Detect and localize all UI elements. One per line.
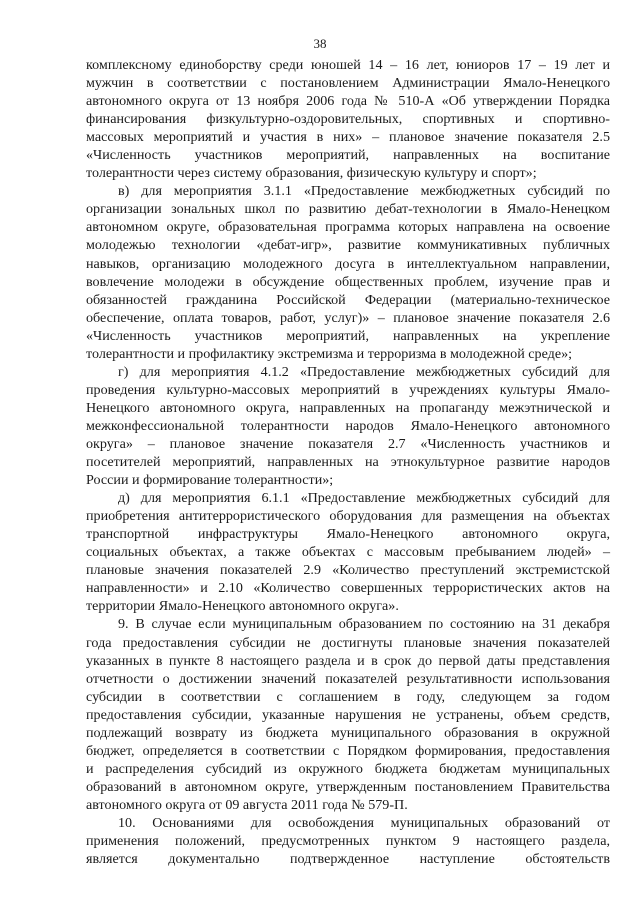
document-body [86, 56, 610, 868]
text-line: межконфессиональной толерантности народов Ямало-Ненецкого автономного [86, 417, 610, 434]
text-line: плановые значения показателей 2.9 «Количество преступлений экстремистской [86, 562, 610, 579]
text-line: субсидии в соответствии с соглашением в году, следующем за годом [86, 688, 610, 705]
text-line: Ненецкого автономного округа, направленных на пропаганду межэтнической и [86, 399, 610, 416]
text-line: приобретения антитеррористического оборудования для размещения на объектах [86, 508, 610, 525]
text-line: молодежью технологии «дебат-игр», развитие коммуникативных публичных [86, 237, 610, 254]
text-line: России и формирование толерантности»; [86, 472, 334, 489]
text-line: мужчин в соответствии с постановлением Администрации Ямало-Ненецкого [86, 75, 610, 92]
text-line: округа» – плановое значение показателя 2.7 «Численность участников и [86, 435, 610, 452]
text-line: финансирования физкультурно-оздоровительных, спортивных и спортивно- [86, 111, 610, 128]
text-line: подлежащий возврату из бюджета муниципального образования в окружной [86, 724, 610, 741]
text-line: организации зональных школ по развитию дебат-технологии в Ямало-Ненецком [86, 201, 610, 218]
text-line: отчетности о достижении значений показателей результативности использования [86, 670, 610, 687]
text-line: толерантности через систему образования, физическую культуру и спорт»; [86, 165, 537, 182]
text-line: «Численность участников мероприятий, направленных на укрепление [86, 327, 610, 344]
text-line: является документально подтвержденное наступление обстоятельств [86, 851, 610, 868]
text-line: года предоставления субсидии не достигнуты плановые значения показателей [86, 634, 610, 651]
text-line: 9. В случае если муниципальным образованием по состоянию на 31 декабря [118, 616, 610, 633]
text-line: обязанностей гражданина Российской Федерации (материально-техническое [86, 291, 610, 308]
page-number: 38 [313, 36, 327, 51]
text-line: предоставления субсидии, указанные нарушения не устранены, объем средств, [86, 706, 610, 723]
text-line: транспортной инфраструктуры Ямало-Ненецкого автономного округа, [86, 526, 610, 543]
text-line: в) для мероприятия 3.1.1 «Предоставление межбюджетных субсидий по [118, 183, 610, 200]
text-line: 10. Основаниями для освобождения муниципальных образований от [118, 814, 610, 831]
text-line: социальных объектах, а также объектах с массовым пребыванием людей» – [86, 544, 610, 561]
text-line: и распределения субсидий из окружного бюджета бюджетам муниципальных [86, 760, 610, 777]
text-line: территории Ямало-Ненецкого автономного округа». [86, 598, 399, 615]
text-line: автономного округа от 09 августа 2011 года № 579-П. [86, 796, 408, 813]
text-line: указанных в пункте 8 настоящего раздела и в срок до первой даты представления [86, 652, 610, 669]
text-line: применения положений, предусмотренных пунктом 9 настоящего раздела, [86, 833, 610, 850]
text-line: бюджет, определяется в соответствии с Порядком формирования, предоставления [86, 742, 610, 759]
text-line: проведения культурно-массовых мероприятий в учреждениях культуры Ямало- [86, 381, 610, 398]
text-line: посетителей мероприятий, направленных на этнокультурное развитие народов [86, 454, 610, 471]
text-line: «Численность участников мероприятий, направленных на воспитание [86, 147, 610, 164]
text-line: г) для мероприятия 4.1.2 «Предоставление межбюджетных субсидий для [118, 363, 610, 380]
text-line: массовых мероприятий и участия в них» – плановое значение показателя 2.5 [86, 129, 610, 146]
text-line: комплексному единоборству среди юношей 14 – 16 лет, юниоров 17 – 19 лет и [86, 57, 610, 73]
text-line: автономного округа от 13 ноября 2006 года № 510-А «Об утверждении Порядка [86, 93, 610, 110]
text-line: обеспечение, оплата товаров, работ, услуг)» – плановое значение показателя 2.6 [86, 309, 610, 326]
text-line: д) для мероприятия 6.1.1 «Предоставление межбюджетных субсидий для [118, 490, 610, 507]
text-line: направленности» и 2.10 «Количество совершенных террористических актов на [86, 580, 610, 597]
text-line: толерантности и профилактику экстремизма и терроризма в молодежной среде»; [86, 345, 573, 362]
text-line: навыков, организацию молодежного досуга в интеллектуальном направлении, [86, 255, 610, 272]
text-line: автономном округе, образовательная программа которых направлена на освоение [86, 219, 610, 236]
text-line: образований в автономном округе, утвержденным постановлением Правительства [86, 778, 610, 795]
text-line: вовлечение молодежи в обсуждение общественных проблем, изучение прав и [86, 273, 610, 290]
